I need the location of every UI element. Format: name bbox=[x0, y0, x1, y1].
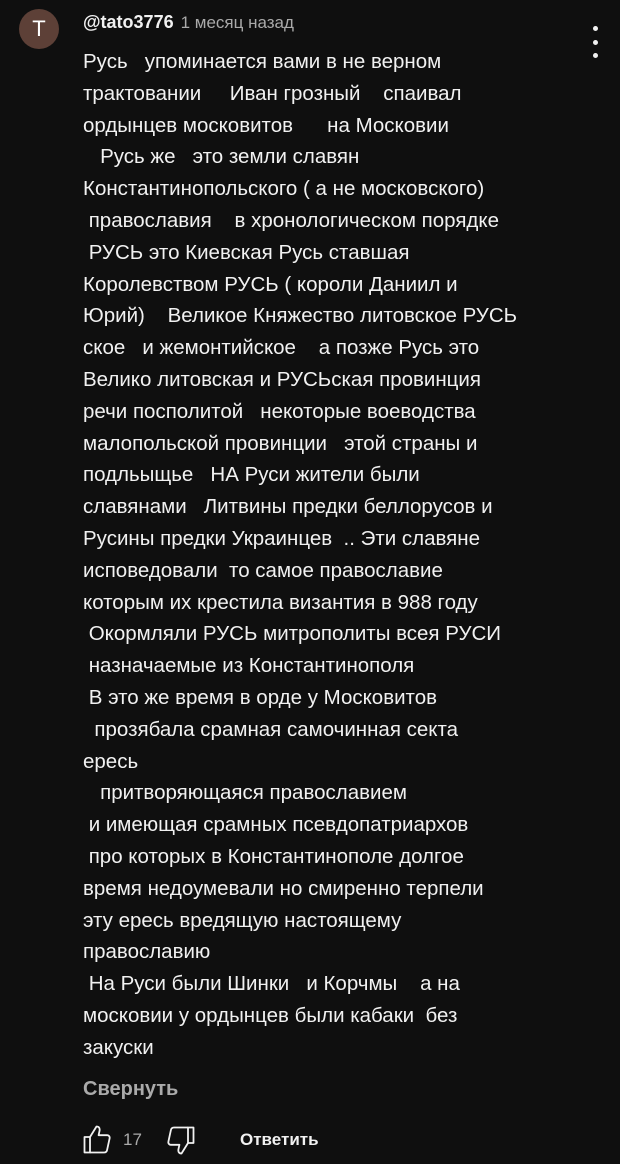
reply-button[interactable]: Ответить bbox=[240, 1130, 319, 1149]
comment-text-line: Королевством РУСЬ ( короли Даниил и bbox=[83, 272, 458, 296]
comment-text-line: православия в хронологическом порядке bbox=[83, 208, 499, 232]
comment-text-line: речи посполитой некоторые воеводства bbox=[83, 399, 476, 423]
comment-text-line: ордынцев московитов на Московии bbox=[83, 113, 449, 137]
comment-text-line: православию bbox=[83, 940, 211, 964]
comment-text-line: Русины предки Украинцев .. Эти славяне bbox=[83, 526, 480, 550]
comment-timestamp[interactable]: 1 месяц назад bbox=[180, 13, 294, 32]
comment-text-line: РУСЬ это Киевская Русь ставшая bbox=[83, 240, 410, 264]
comment-actions bbox=[83, 1122, 503, 1158]
comment-text-line: прозябала срамная самочинная секта bbox=[83, 717, 459, 741]
thumbs-down-icon bbox=[167, 1126, 195, 1156]
comment-text-line: Велико литовская и РУСЬская провинция bbox=[83, 367, 481, 391]
comment-text-line: Русь упоминается вами в не верном bbox=[83, 50, 442, 73]
comment-text-line: исповедовали то самое православие bbox=[83, 558, 443, 582]
comment-text-line: Константинопольского ( а не московского) bbox=[83, 177, 485, 201]
avatar[interactable]: T bbox=[19, 9, 59, 49]
comment-header bbox=[83, 12, 294, 36]
comment-text-line: подльыщье НА Руси жители были bbox=[83, 463, 420, 487]
author-name[interactable]: @tato3776 bbox=[83, 12, 174, 32]
comment-text-line: В это же время в орде у Московитов bbox=[83, 685, 437, 709]
comment-text-line: закуски bbox=[83, 1035, 154, 1059]
comment-text-line: На Руси были Шинки и Корчмы а на bbox=[83, 972, 460, 996]
comment-text-line: московии у ордынцев были кабаки без bbox=[83, 1003, 458, 1027]
comment-text-line: и имеющая срамных псевдопатриархов bbox=[83, 813, 469, 837]
dislike-button[interactable] bbox=[167, 1126, 195, 1156]
comment-text-line: время недоумевали но смиренно терпели bbox=[83, 876, 484, 900]
thumbs-up-icon bbox=[83, 1124, 111, 1154]
menu-dot-icon bbox=[593, 40, 598, 45]
comment-text bbox=[83, 46, 603, 1064]
comment-text-line: малопольской провинции этой страны и bbox=[83, 431, 478, 455]
comment-text-line: ересь bbox=[83, 749, 139, 773]
comment-text-line: про которых в Константинополе долгое bbox=[83, 844, 464, 868]
menu-dot-icon bbox=[593, 26, 598, 31]
comment-text-line: Окормляли РУСЬ митрополиты всея РУСИ bbox=[83, 622, 502, 646]
comment-text-line: Русь же это земли славян bbox=[83, 145, 360, 169]
comment-text-line: которым их крестила византия в 988 году bbox=[83, 590, 478, 614]
like-button[interactable] bbox=[83, 1124, 111, 1154]
comment-text-line: трактовании Иван грозный спаивал bbox=[83, 81, 462, 105]
comment-text-line: назначаемые из Константинополя bbox=[83, 654, 415, 678]
comment-text-line: Юрий) Великое Княжество литовское РУСЬ bbox=[83, 304, 518, 328]
like-count: 17 bbox=[123, 1130, 142, 1149]
comment-text-line: эту ересь вредящую настоящему bbox=[83, 908, 402, 932]
comment-text-line: славянами Литвины предки беллорусов и bbox=[83, 495, 493, 519]
collapse-button[interactable]: Свернуть bbox=[83, 1078, 179, 1100]
comment-text-line: притворяющаяся православием bbox=[83, 781, 407, 805]
comment-text-line: ское и жемонтийское а позже Русь это bbox=[83, 336, 480, 360]
